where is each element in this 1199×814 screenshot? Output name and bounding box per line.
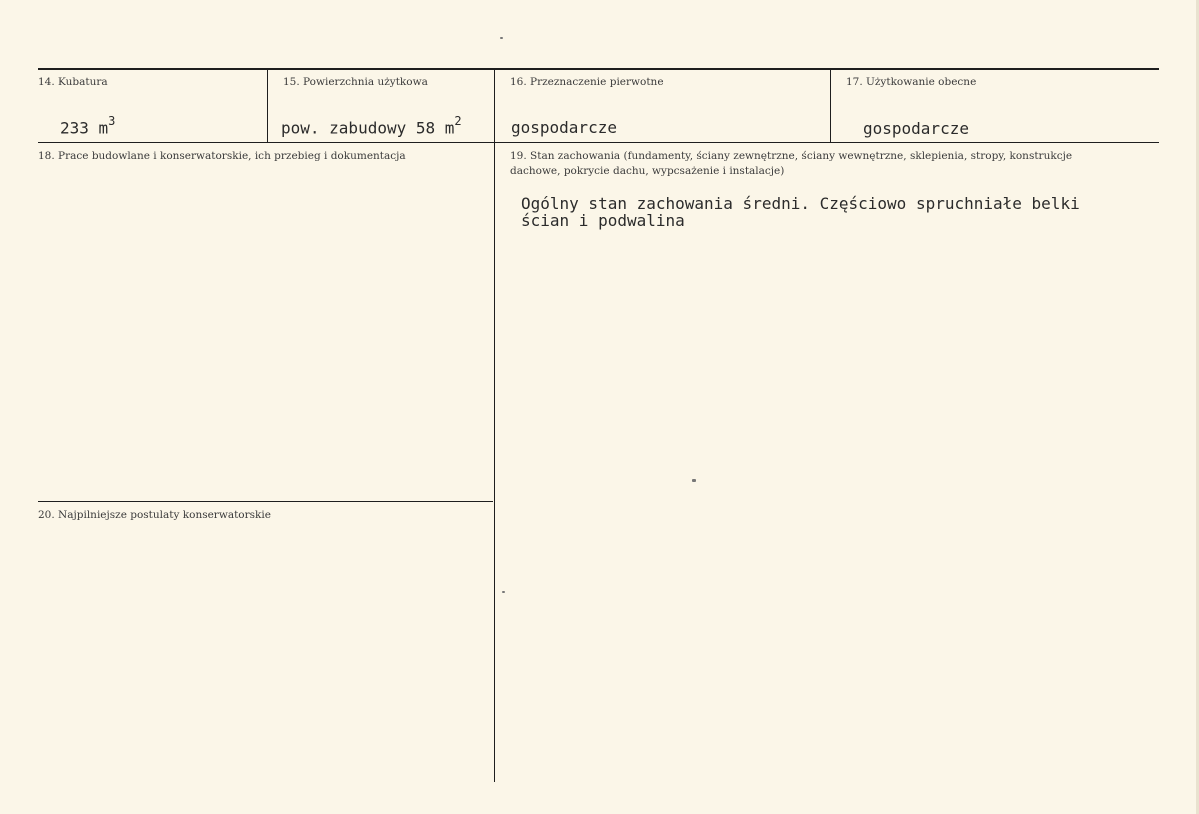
top-rule: [38, 68, 1159, 70]
field-19-label: 19. Stan zachowania (fundamenty, ściany zewnętrzne, ściany wewnętrzne, sklepienia, stropy, konstrukcje dachowe, pokrycie dachu, wypcsażenie i instalacje): [510, 150, 1073, 177]
field-15-label: 15. Powierzchnia użytkowa: [283, 76, 428, 88]
paper-speck: [502, 591, 505, 593]
field-17-label: 17. Użytkowanie obecne: [846, 76, 977, 88]
field-14-value-text: 233 m: [60, 118, 109, 138]
col-divider-15-16: [494, 69, 495, 782]
field-14-label: 14. Kubatura: [38, 76, 108, 88]
field-19-value: Ogólny stan zachowania średni. Częściowo spruchniałe belki ścian i podwalina: [521, 194, 1080, 230]
paper-speck: [692, 479, 696, 482]
field-16-label: 16. Przeznaczenie pierwotne: [510, 76, 664, 88]
col-divider-16-17: [830, 69, 831, 142]
field-18-label: 18. Prace budowlane i konserwatorskie, ich przebieg i dokumentacja: [38, 150, 406, 162]
field-16-value: gospodarcze: [511, 118, 617, 137]
row-divider-rule: [38, 142, 1159, 143]
field-17-value: gospodarcze: [863, 119, 969, 138]
paper-speck: [500, 37, 503, 39]
field-20-label: 20. Najpilniejsze postulaty konserwatorskie: [38, 509, 271, 521]
field-15-unit-exponent: 2: [454, 114, 462, 128]
col-divider-14-15: [267, 69, 268, 142]
field-20-rule: [38, 501, 493, 502]
field-15-value: [281, 116, 462, 137]
field-14-unit-exponent: 3: [108, 114, 116, 128]
field-15-value-text: pow. zabudowy 58 m: [281, 118, 455, 138]
field-14-value: [60, 116, 115, 137]
